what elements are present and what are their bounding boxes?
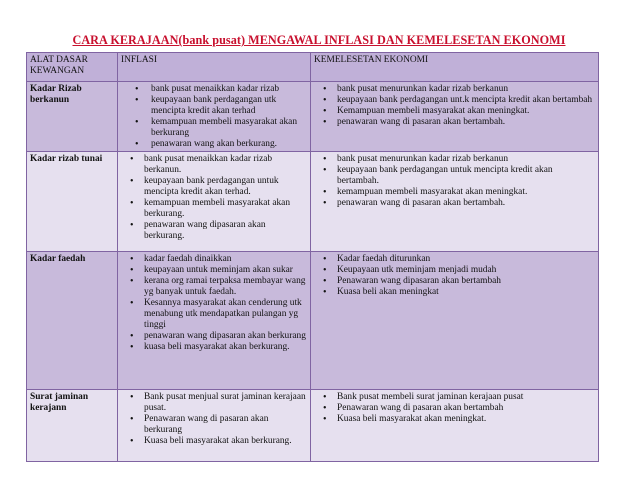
- list-item: • penawaran wang di pasaran akan bertambah.: [314, 117, 594, 128]
- list-item: • kerana org ramai terpaksa membayar wang yg banyak untuk faedah.: [121, 276, 306, 298]
- list-item: • Bank pusat membeli surat jaminan kerajaan pusat: [314, 392, 594, 403]
- header-kemelesetan: KEMELESETAN EKONOMI: [311, 53, 599, 82]
- list-item: • Kesannya masyarakat akan cenderung utk menabung utk mendapatkan pulangan yg tinggi: [121, 298, 306, 331]
- list-item: • Penawaran wang di pasaran akan berkurang: [121, 414, 306, 436]
- inflasi-cell: [118, 252, 311, 390]
- tool-name: Kadar Rizab berkanun: [27, 82, 118, 152]
- list-item: • Kuasa beli akan meningkat: [314, 287, 594, 298]
- kemelesetan-cell: [311, 390, 599, 462]
- list-item: • keupayaan untuk meminjam akan sukar: [121, 265, 306, 276]
- list-item: • keupayaan bank perdagangan utk mencipta kredit akan terhad: [121, 95, 306, 117]
- table-header-row: [27, 53, 599, 82]
- list-item: • bank pusat menurunkan kadar rizab berkanun: [314, 84, 594, 95]
- list-item: • Kadar faedah diturunkan: [314, 254, 594, 265]
- list-item: • Kuasa beli masyarakat akan meningkat.: [314, 414, 594, 425]
- list-item: • penawaran wang di pasaran akan bertambah.: [314, 198, 594, 209]
- list-item: • kemampuan membeli masyarakat akan meningkat.: [314, 187, 594, 198]
- list-item: • keupayaan bank perdagangan untuk mencipta kredit akan bertambah.: [314, 165, 594, 187]
- list-item: • bank pusat menaikkan kadar rizab: [121, 84, 306, 95]
- kemelesetan-cell: [311, 152, 599, 252]
- table-row: [27, 390, 599, 462]
- table-row: [27, 82, 599, 152]
- header-inflasi: INFLASI: [118, 53, 311, 82]
- document-title: CARA KERAJAAN(bank pusat) MENGAWAL INFLASI DAN KEMELESETAN EKONOMI: [72, 33, 566, 47]
- list-item: • bank pusat menurunkan kadar rizab berkanun: [314, 154, 594, 165]
- inflasi-cell: [118, 390, 311, 462]
- policy-table: [26, 52, 599, 462]
- kemelesetan-cell: [311, 252, 599, 390]
- list-item: • Kuasa beli masyarakat akan berkurang.: [121, 436, 306, 447]
- list-item: • kemampuan membeli masyarakat akan berkurang.: [121, 198, 306, 220]
- list-item: • keupayaan bank perdagangan unt.k mencipta kredit akan bertambah: [314, 95, 594, 106]
- list-item: • Keupayaan utk meminjam menjadi mudah: [314, 265, 594, 276]
- list-item: • kadar faedah dinaikkan: [121, 254, 306, 265]
- list-item: • Bank pusat menjual surat jaminan kerajaan pusat.: [121, 392, 306, 414]
- list-item: • Penawaran wang di pasaran akan bertambah: [314, 403, 594, 414]
- table-row: [27, 152, 599, 252]
- kemelesetan-cell: [311, 82, 599, 152]
- list-item: • kemampuan membeli masyarakat akan berkurang: [121, 117, 306, 139]
- list-item: • keupayaan bank perdagangan untuk mencipta kredit akan terhad.: [121, 176, 306, 198]
- list-item: • penawaran wang dipasaran akan berkurang.: [121, 220, 306, 242]
- list-item: • bank pusat menaikkan kadar rizab berkanun.: [121, 154, 306, 176]
- tool-name: Kadar faedah: [27, 252, 118, 390]
- list-item: • kuasa beli masyarakat akan berkurang.: [121, 342, 306, 353]
- list-item: • penawaran wang dipasaran akan berkurang: [121, 331, 306, 342]
- inflasi-cell: [118, 152, 311, 252]
- list-item: • Penawaran wang dipasaran akan bertambah: [314, 276, 594, 287]
- list-item: • Kemampuan membeli masyarakat akan meningkat.: [314, 106, 594, 117]
- header-tool: ALAT DASAR KEWANGAN: [27, 53, 118, 82]
- tool-name: Surat jaminan kerajann: [27, 390, 118, 462]
- table-row: [27, 252, 599, 390]
- list-item: • penawaran wang akan berkurang.: [121, 139, 306, 150]
- inflasi-cell: [118, 82, 311, 152]
- tool-name: Kadar rizab tunai: [27, 152, 118, 252]
